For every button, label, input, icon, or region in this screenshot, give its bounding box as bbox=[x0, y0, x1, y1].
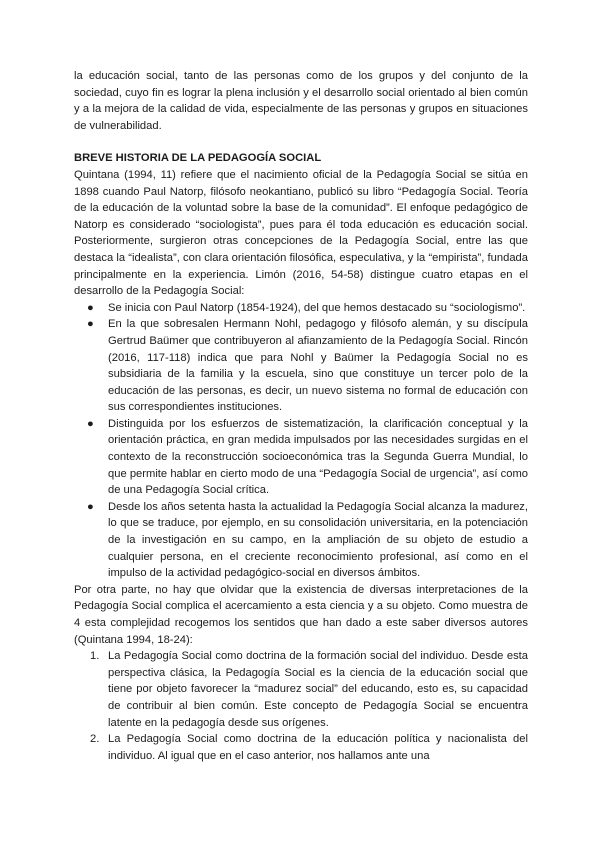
page-content bbox=[74, 68, 528, 764]
list-item bbox=[74, 648, 528, 731]
list-item bbox=[74, 731, 528, 764]
history-paragraph: Quintana (1994, 11) refiere que el nacimiento oficial de la Pedagogía Social se sitúa en 1898 cuando Paul Natorp, filósofo neokantiano, publicó su libro “Pedagogía Social. Teoría de la educación de la voluntad sobre la base de la comunidad”. El enfoque pedagógico de Natorp es considerado “sociologista”, pues para él toda educación es educación social. Posteriormente, surgieron otras concepciones de la Pedagogía Social, entre las que destaca la “idealista”, con clara orientación filosófica, especulativa, y la “empirista”, fundada principalmente en la experiencia. Limón (2016, 54-58) distingue cuatro etapas en el desarrollo de la Pedagogía Social: bbox=[74, 168, 528, 298]
bullet-icon: ● bbox=[87, 318, 94, 331]
list-item-text: Desde los años setenta hasta la actualidad la Pedagogía Social alcanza la madurez, lo que se traduce, por ejemplo, en su consolidación universitaria, en la potenciación de la investigación en su campo, en la ampliación de su objeto de estudio a cualquier persona, en el creciente reconocimiento profesional, así como en el impulso de la actividad pedagógico-social en diversos ámbitos. bbox=[108, 500, 528, 580]
list-item-text: La Pedagogía Social como doctrina de la educación política y nacionalista del individuo. Al igual que en el caso anterior, nos hallamos ante una bbox=[108, 733, 528, 762]
interpretations-paragraph: Por otra parte, no hay que olvidar que la existencia de diversas interpretaciones de la Pedagogía Social complica el acercamiento a esta ciencia y a su objeto. Como muestra de 4 esta complejidad recogemos los sentidos que han dado a este saber diversos autores (Quintana 1994, 18-24): bbox=[74, 583, 528, 646]
list-item-text: Distinguida por los esfuerzos de sistematización, la clarificación conceptual y la orientación práctica, en gran medida impulsados por las necesidades surgidas en el contexto de la reconstrucción socioeconómica tras la Segunda Guerra Mundial, lo que permite hablar en cierto modo de una “Pedagogía Social de urgencia”, así como de una Pedagogía Social crítica. bbox=[108, 417, 528, 497]
bullet-icon: ● bbox=[87, 301, 94, 314]
list-number: 1. bbox=[90, 650, 100, 663]
bullet-icon: ● bbox=[87, 417, 94, 430]
list-item bbox=[74, 316, 528, 416]
stages-list bbox=[74, 300, 528, 582]
list-item bbox=[74, 300, 528, 317]
list-item-text: La Pedagogía Social como doctrina de la formación social del individuo. Desde esta perspectiva clásica, la Pedagogía Social es la ciencia de la educación social que tiene por objeto favorecer la “madurez social” del educando, esto es, su capacidad de contribuir al bien común. Este concepto de Pedagogía Social se encuentra latente en la pedagogía desde sus orígenes. bbox=[108, 650, 528, 729]
bullet-icon: ● bbox=[87, 500, 94, 513]
list-item bbox=[74, 416, 528, 499]
list-number: 2. bbox=[90, 733, 100, 746]
intro-paragraph: la educación social, tanto de las personas como de los grupos y del conjunto de la sociedad, cuyo fin es lograr la plena inclusión y el desarrollo social orientado al bien común y a la mejora de la calidad de vida, especialmente de las personas y grupos en situaciones de vulnerabilidad. bbox=[74, 70, 528, 132]
senses-list bbox=[74, 648, 528, 764]
list-item-text: Se inicia con Paul Natorp (1854-1924), del que hemos destacado su “sociologismo”. bbox=[108, 301, 526, 314]
list-item bbox=[74, 499, 528, 582]
section-heading: BREVE HISTORIA DE LA PEDAGOGÍA SOCIAL bbox=[74, 152, 322, 165]
list-item-text: En la que sobresalen Hermann Nohl, pedagogo y filósofo alemán, y su discípula Gertrud Baümer que contribuyeron al afianzamiento de la Pedagogía Social. Rincón (2016, 117-118) indica que para Nohl y Baümer la Pedagogía Social no es subsidiaria de la familia y la escuela, sino que constituye un tercer polo de la educación de las personas, es decir, un nuevo sistema no formal de educación con sus correspondientes instituciones. bbox=[108, 318, 528, 414]
